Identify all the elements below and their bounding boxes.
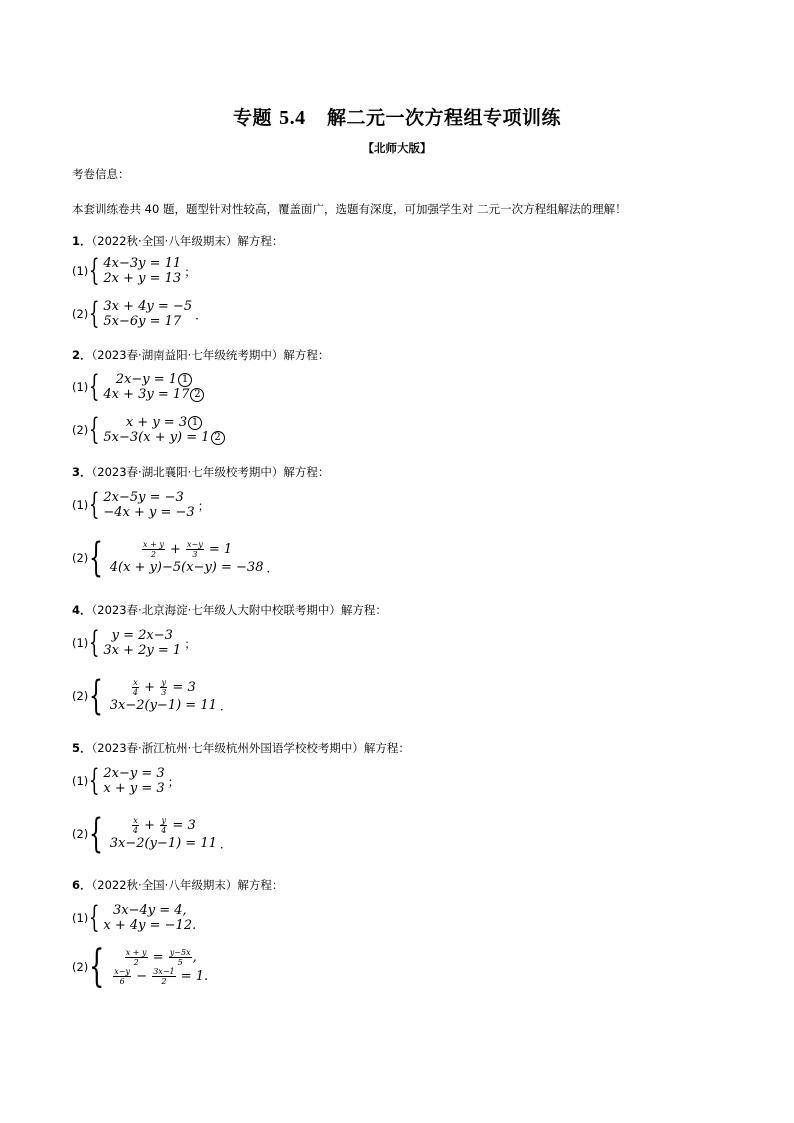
brace-icon: { [89,625,100,660]
circled-number-icon: 1 [188,416,202,430]
brace-icon: { [89,369,100,404]
q5-part1: (1) { 2x−y = 3 x + y = 3 ； [72,763,180,798]
q2-part2: (2) { x + y = 3 1 5x−3(x + y) = 1 2 [72,415,225,445]
q4-part1: (1) { y = 2x−3 3x + 2y = 1 ； [72,625,197,660]
q4-part2: (2) { $\frac{x}{4}$ + $\frac{y}{3}$ = 3 3x−2(y−1) = 11 ． [72,673,232,719]
q3-part2: (2) { $\frac{x + y}{2}$ + $\frac{x-y}{3}$ = 1 4(x + y)−5(x−y) = −38 ． [72,535,279,581]
question-5-header: 5．（2023春·浙江杭州·七年级杭州外国语学校校考期中）解方程： [72,741,410,755]
question-6-header: 6．（2022秋·全国·八年级期末）解方程： [72,878,284,892]
info-label: 考卷信息： [72,167,130,181]
title-number: 5.4 [279,107,306,129]
q1-part1: (1) { 4x−3y = 11 2x + y = 13 ； [72,253,197,288]
brace-icon: { [89,900,100,935]
title-prefix: 专题 [232,107,272,129]
circled-number-icon: 2 [211,431,225,445]
q5-part2: (2) { $\frac{x}{4}$ + $\frac{y}{4}$ = 3 3x−2(y−1) = 11 ． [72,811,232,857]
question-1-header: 1．（2022秋·全国·八年级期末）解方程： [72,234,284,248]
brace-icon: { [89,811,104,857]
brace-icon: { [89,412,100,447]
brace-icon: { [89,673,104,719]
title-main: 解二元一次方程组专项训练 [326,107,561,129]
q1-part2: (2) { 3x + 4y = −5 5x−6y = 17 ． [72,296,208,331]
circled-number-icon: 2 [190,388,204,402]
brace-icon: { [89,296,100,331]
edition-label: 【北师大版】 [362,141,432,155]
info-description: 本套训练卷共 40 题，题型针对性较高，覆盖面广，选题有深度，可加强学生对 二元一次方程组解法的理解！ [72,202,627,216]
question-3-header: 3．（2023春·湖北襄阳·七年级校考期中）解方程： [72,465,330,479]
brace-icon: { [89,487,100,522]
brace-icon: { [89,763,100,798]
question-2-header: 2．（2023春·湖南益阳·七年级统考期中）解方程： [72,348,330,362]
q2-part1: (1) { 2x−y = 1 1 4x + 3y = 17 2 [72,372,204,402]
circled-number-icon: 1 [178,373,192,387]
page-title [0,103,794,130]
brace-icon: { [89,253,100,288]
q3-part1: (1) { 2x−5y = −3 −4x + y = −3 ； [72,487,210,522]
q6-part2: (2) { $\frac{x + y}{2}$ = $\frac{y-5x}{5}$ , $\frac{x-y}{6}$ − $\frac{3x-1}{2}$ = 1. [72,941,209,992]
brace-icon: { [89,535,104,581]
q6-part1: (1) { 3x−4y = 4, x + 4y = −12. [72,900,197,935]
question-4-header: 4．（2023春·北京海淀·七年级人大附中校联考期中）解方程： [72,603,387,617]
brace-icon: { [89,941,105,992]
